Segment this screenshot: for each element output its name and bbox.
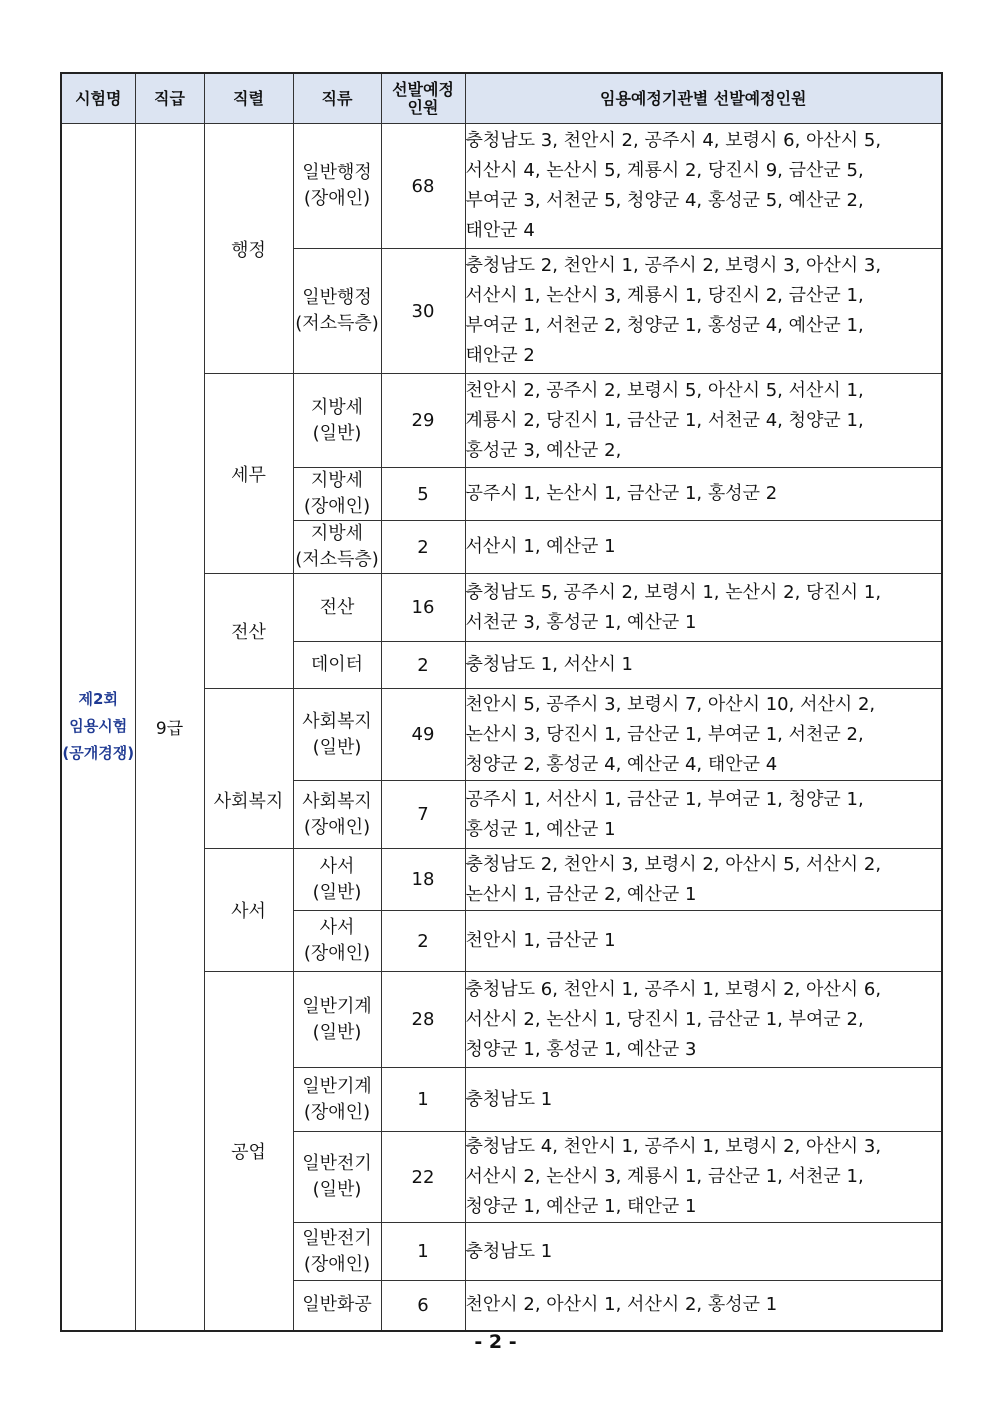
class-cell: 지방세 (저소득층) [293, 521, 381, 574]
allocation-cell: 충청남도 2, 천안시 1, 공주시 2, 보령시 3, 아산시 3, 서산시 1, 논산시 3, 계룡시 1, 당진시 2, 금산군 1, 부여군 1, 서천군 2, 청양군 1, 홍성군 4, 예산군 1, 태안군 2 [465, 249, 942, 374]
class-cell: 사서 (장애인) [293, 911, 381, 972]
header-allocation: 임용예정기관별 선발예정인원 [465, 73, 942, 124]
class-cell: 데이터 [293, 642, 381, 689]
class-cell: 사회복지 (장애인) [293, 781, 381, 849]
class-cell: 일반전기 (장애인) [293, 1223, 381, 1281]
series-cell: 사회복지 [204, 689, 293, 849]
count-cell: 5 [381, 468, 465, 521]
allocation-cell: 충청남도 1 [465, 1223, 942, 1281]
grade-cell: 9급 [135, 124, 204, 1331]
header-grade: 직급 [135, 73, 204, 124]
allocation-cell: 충청남도 3, 천안시 2, 공주시 4, 보령시 6, 아산시 5, 서산시 4, 논산시 5, 계룡시 2, 당진시 9, 금산군 5, 부여군 3, 서천군 5, 청양군 4, 홍성군 5, 예산군 2, 태안군 4 [465, 124, 942, 249]
allocation-cell: 천안시 5, 공주시 3, 보령시 7, 아산시 10, 서산시 2, 논산시 3, 당진시 1, 금산군 1, 부여군 1, 서천군 2, 청양군 2, 홍성군 4, 예산군 4, 태안군 4 [465, 689, 942, 781]
allocation-cell: 충청남도 6, 천안시 1, 공주시 1, 보령시 2, 아산시 6, 서산시 2, 논산시 1, 당진시 1, 금산군 1, 부여군 2, 청양군 1, 홍성군 1, 예산군 3 [465, 972, 942, 1068]
allocation-cell: 공주시 1, 서산시 1, 금산군 1, 부여군 1, 청양군 1, 홍성군 1, 예산군 1 [465, 781, 942, 849]
count-cell: 2 [381, 911, 465, 972]
series-cell: 사서 [204, 849, 293, 972]
allocation-cell: 충청남도 1 [465, 1068, 942, 1132]
count-cell: 2 [381, 521, 465, 574]
allocation-cell: 천안시 1, 금산군 1 [465, 911, 942, 972]
count-cell: 6 [381, 1281, 465, 1331]
class-cell: 사회복지 (일반) [293, 689, 381, 781]
class-cell: 일반전기 (일반) [293, 1132, 381, 1223]
allocation-cell: 충청남도 2, 천안시 3, 보령시 2, 아산시 5, 서산시 2, 논산시 1, 금산군 2, 예산군 1 [465, 849, 942, 911]
exam-name-cell: 제2회 임용시험 (공개경쟁) [61, 124, 135, 1331]
count-cell: 30 [381, 249, 465, 374]
count-cell: 1 [381, 1068, 465, 1132]
header-count: 선발예정 인원 [381, 73, 465, 124]
count-cell: 16 [381, 574, 465, 642]
class-cell: 일반행정 (장애인) [293, 124, 381, 249]
table-row [61, 124, 942, 249]
class-cell: 일반화공 [293, 1281, 381, 1331]
allocation-cell: 천안시 2, 아산시 1, 서산시 2, 홍성군 1 [465, 1281, 942, 1331]
count-cell: 22 [381, 1132, 465, 1223]
series-cell: 행정 [204, 124, 293, 374]
allocation-cell: 서산시 1, 예산군 1 [465, 521, 942, 574]
count-cell: 18 [381, 849, 465, 911]
series-cell: 전산 [204, 574, 293, 689]
class-cell: 사서 (일반) [293, 849, 381, 911]
count-cell: 29 [381, 374, 465, 468]
series-cell: 공업 [204, 972, 293, 1331]
allocation-cell: 충청남도 5, 공주시 2, 보령시 1, 논산시 2, 당진시 1, 서천군 3, 홍성군 1, 예산군 1 [465, 574, 942, 642]
count-cell: 7 [381, 781, 465, 849]
count-cell: 28 [381, 972, 465, 1068]
count-cell: 1 [381, 1223, 465, 1281]
allocation-cell: 충청남도 4, 천안시 1, 공주시 1, 보령시 2, 아산시 3, 서산시 2, 논산시 3, 계룡시 1, 금산군 1, 서천군 1, 청양군 1, 예산군 1, 태안군 1 [465, 1132, 942, 1223]
page-number: - 2 - [474, 1331, 517, 1353]
count-cell: 2 [381, 642, 465, 689]
header-series: 직렬 [204, 73, 293, 124]
header-row [61, 73, 942, 124]
count-cell: 68 [381, 124, 465, 249]
recruitment-table [60, 72, 943, 1332]
class-cell: 전산 [293, 574, 381, 642]
class-cell: 일반기계 (장애인) [293, 1068, 381, 1132]
allocation-cell: 천안시 2, 공주시 2, 보령시 5, 아산시 5, 서산시 1, 계룡시 2, 당진시 1, 금산군 1, 서천군 4, 청양군 1, 홍성군 3, 예산군 2, [465, 374, 942, 468]
class-cell: 일반기계 (일반) [293, 972, 381, 1068]
count-cell: 49 [381, 689, 465, 781]
allocation-cell: 공주시 1, 논산시 1, 금산군 1, 홍성군 2 [465, 468, 942, 521]
class-cell: 지방세 (일반) [293, 374, 381, 468]
allocation-cell: 충청남도 1, 서산시 1 [465, 642, 942, 689]
class-cell: 일반행정 (저소득층) [293, 249, 381, 374]
header-class: 직류 [293, 73, 381, 124]
header-exam: 시험명 [61, 73, 135, 124]
series-cell: 세무 [204, 374, 293, 574]
class-cell: 지방세 (장애인) [293, 468, 381, 521]
